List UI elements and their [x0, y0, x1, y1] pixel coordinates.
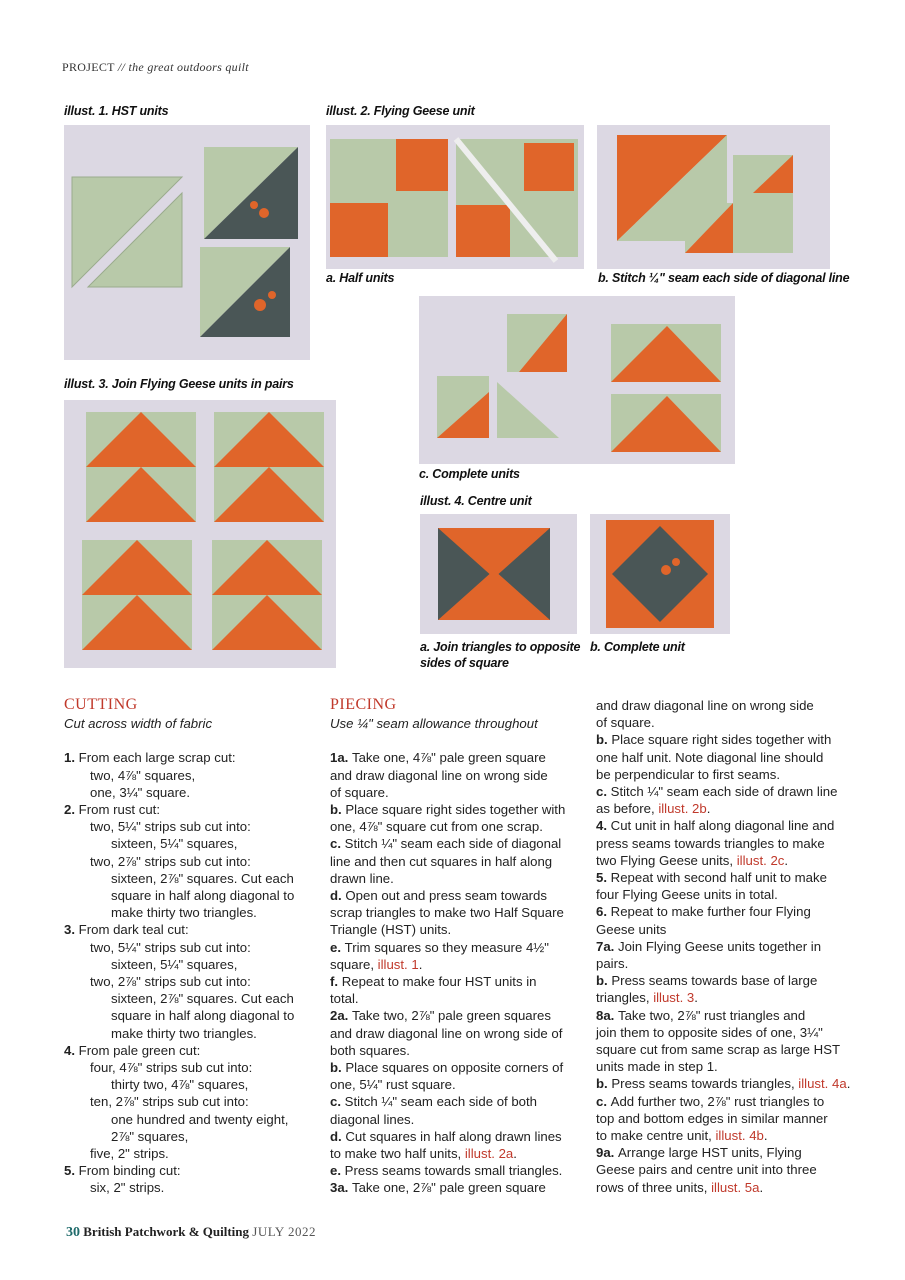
cutting-line: [64, 887, 319, 904]
step-number: 1.: [64, 750, 79, 766]
step-text: four, 4⅞" strips sub cut into:: [90, 1060, 253, 1076]
step-number: e.: [330, 939, 345, 955]
step-line: [330, 921, 585, 938]
step-line: [596, 955, 851, 972]
step-text: one hundred and twenty eight,: [111, 1111, 289, 1127]
step-number: c.: [596, 784, 611, 800]
illustration-reference: illust. 5a: [711, 1179, 760, 1195]
step-line: [330, 749, 585, 766]
step-number: 2.: [64, 802, 79, 818]
step-line: [596, 869, 851, 886]
step-number: 4.: [596, 818, 611, 834]
step-text: one, 5¼" rust square.: [330, 1077, 456, 1093]
step-text: thirty two, 4⅞" squares,: [111, 1077, 249, 1093]
step-text: square in half along diagonal to: [111, 888, 295, 904]
step-number: 3.: [64, 922, 79, 938]
step-line: [596, 731, 851, 748]
cutting-line: [64, 818, 319, 835]
step-text: Repeat to make further four Flying: [610, 904, 811, 920]
running-header: [62, 60, 249, 75]
cutting-line: [64, 1145, 319, 1162]
step-text: Press seams towards triangles,: [611, 1076, 799, 1092]
step-text: From pale green cut:: [78, 1042, 201, 1058]
caption-illus-4a-line2: sides of square: [420, 656, 509, 670]
step-line: square, illust. 1.: [330, 956, 423, 972]
step-line: [596, 903, 851, 920]
step-line: b. Press seams towards triangles, illust. 4a.: [596, 1076, 851, 1092]
illustration-reference: illust. 2c: [736, 852, 785, 868]
geese-pair-bottom-right: [212, 540, 322, 650]
step-text: Take one, 2⅞" pale green square: [352, 1180, 546, 1196]
step-number: d.: [330, 888, 346, 904]
cutting-line: [64, 990, 319, 1007]
step-text: of square.: [330, 784, 389, 800]
step-line: [596, 1024, 851, 1041]
geese-pair-bottom-left: [82, 540, 192, 650]
caption-illus-2c: c. Complete units: [419, 467, 520, 481]
step-text: of square.: [596, 715, 655, 731]
caption-illus-2b: b. Stitch ¼" seam each side of diagonal line: [598, 271, 850, 285]
cutting-section: [64, 696, 319, 1197]
step-text: Triangle (HST) units.: [330, 922, 452, 938]
step-text: triangles,: [596, 990, 654, 1006]
step-text: sixteen, 5¼" squares,: [111, 836, 238, 852]
step-text: two, 4⅞" squares,: [90, 767, 196, 783]
step-line: [596, 714, 851, 731]
step-number: 5.: [596, 870, 611, 886]
step-text: Press seams towards small triangles.: [344, 1163, 563, 1179]
step-text: two, 2⅞" strips sub cut into:: [90, 974, 251, 990]
step-number: 3a.: [330, 1180, 352, 1196]
step-text: sixteen, 2⅞" squares. Cut each: [111, 991, 294, 1007]
step-line: [330, 904, 585, 921]
step-text: Geese pairs and centre unit into three: [596, 1162, 817, 1178]
step-line: [330, 801, 585, 818]
caption-illus-1: illust. 1. HST units: [64, 104, 169, 118]
step-text: two, 5¼" strips sub cut into:: [90, 939, 251, 955]
step-text: drawn line.: [330, 870, 394, 886]
step-text: Press seams towards base of large: [611, 973, 818, 989]
cutting-line: [64, 870, 319, 887]
step-text: two, 2⅞" strips sub cut into:: [90, 853, 251, 869]
step-text: Open out and press seam towards: [345, 888, 547, 904]
step-number: b.: [596, 973, 612, 989]
step-line: [330, 1025, 585, 1042]
step-text: Cut squares in half along drawn lines: [345, 1128, 562, 1144]
step-number: 8a.: [596, 1007, 618, 1023]
step-line: [596, 749, 851, 766]
cutting-line: [64, 784, 319, 801]
cutting-list: [64, 749, 319, 1196]
step-text: Place square right sides together with: [345, 802, 566, 818]
step-text: Geese units: [596, 921, 667, 937]
step-line: [596, 783, 851, 800]
step-number: c.: [330, 1094, 345, 1110]
step-number: 1a.: [330, 750, 352, 766]
step-text: From rust cut:: [78, 802, 161, 818]
step-text: two Flying Geese units,: [596, 852, 737, 868]
step-line: [596, 972, 851, 989]
step-line: [330, 784, 585, 801]
step-text: six, 2" strips.: [90, 1180, 165, 1196]
caption-illus-3: illust. 3. Join Flying Geese units in pairs: [64, 377, 294, 391]
step-line: [596, 921, 851, 938]
step-text: From each large scrap cut:: [78, 750, 236, 766]
cutting-line: [64, 1007, 319, 1024]
caption-illus-2: illust. 2. Flying Geese unit: [326, 104, 475, 118]
step-line: [330, 835, 585, 852]
cutting-line: [64, 939, 319, 956]
photo-centre-unit-triangles: [420, 514, 577, 634]
piecing-continued-section: [596, 697, 851, 1196]
step-line: [330, 1179, 585, 1196]
step-line: [330, 1128, 585, 1145]
step-text: Repeat with second half unit to make: [610, 870, 827, 886]
step-number: b.: [596, 732, 612, 748]
piecing-subtitle: Use ¼" seam allowance throughout: [330, 716, 538, 732]
cutting-heading: CUTTING: [64, 696, 138, 713]
issue-date: JULY 2022: [252, 1224, 317, 1239]
step-text: From binding cut:: [78, 1163, 181, 1179]
cutting-line: [64, 1111, 319, 1128]
caption-illus-4b: b. Complete unit: [590, 640, 685, 654]
step-line: [330, 973, 585, 990]
step-text: five, 2" strips.: [90, 1146, 169, 1162]
step-text: to make centre unit,: [596, 1128, 716, 1144]
cutting-line: [64, 1179, 319, 1196]
step-text: Add further two, 2⅞" rust triangles to: [610, 1093, 825, 1109]
step-text: both squares.: [330, 1042, 410, 1058]
step-text: sixteen, 5¼" squares,: [111, 956, 238, 972]
step-text: two, 5¼" strips sub cut into:: [90, 819, 251, 835]
step-line: [330, 1042, 585, 1059]
cutting-line: [64, 921, 319, 938]
step-number: f.: [330, 974, 342, 990]
project-title: the great outdoors quilt: [128, 60, 249, 74]
step-text: square,: [330, 956, 378, 972]
step-text: Take one, 4⅞" pale green square: [352, 750, 546, 766]
step-text: as before,: [596, 801, 659, 817]
cutting-line: [64, 956, 319, 973]
cutting-line: [64, 853, 319, 870]
step-text: square in half along diagonal to: [111, 1008, 295, 1024]
illustration-reference: illust. 3: [653, 990, 695, 1006]
step-text: and draw diagonal line on wrong side: [330, 767, 548, 783]
step-text: join them to opposite sides of one, 3¼": [596, 1024, 823, 1040]
step-text: Stitch ¼" seam each side of both: [344, 1094, 538, 1110]
step-line: [330, 767, 585, 784]
step-text: and draw diagonal line on wrong side: [596, 698, 814, 713]
step-line: as before, illust. 2b.: [596, 801, 711, 817]
step-text: Place square right sides together with: [611, 732, 832, 748]
step-text: total.: [330, 991, 359, 1007]
step-line: [330, 1162, 585, 1179]
step-text: sixteen, 2⅞" squares. Cut each: [111, 870, 294, 886]
cutting-line: [64, 835, 319, 852]
step-text: From dark teal cut:: [78, 922, 189, 938]
step-line: rows of three units, illust. 5a.: [596, 1179, 764, 1195]
magazine-name: British Patchwork & Quilting: [83, 1224, 250, 1239]
step-text: ten, 2⅞" strips sub cut into:: [90, 1094, 249, 1110]
step-line: [330, 990, 585, 1007]
cutting-line: [64, 1076, 319, 1093]
step-line: [596, 1058, 851, 1075]
step-number: b.: [330, 1060, 346, 1076]
step-line: [330, 870, 585, 887]
step-text: one, 4⅞" square cut from one scrap.: [330, 819, 543, 835]
step-text: one, 3¼" square.: [90, 784, 190, 800]
step-line: [596, 1161, 851, 1178]
step-line: [596, 1093, 851, 1110]
step-line: triangles, illust. 3.: [596, 990, 698, 1006]
step-text: scrap triangles to make two Half Square: [330, 905, 564, 921]
step-number: c.: [596, 1093, 611, 1109]
caption-illus-2a: a. Half units: [326, 271, 395, 285]
cutting-line: [64, 749, 319, 766]
step-text: Arrange large HST units, Flying: [618, 1145, 802, 1161]
photo-half-units: [326, 125, 584, 269]
step-line: [596, 938, 851, 955]
step-line: [596, 1041, 851, 1058]
photo-stitch-seam: [597, 125, 830, 269]
step-line: [330, 818, 585, 835]
illustration-reference: illust. 4b: [715, 1128, 764, 1144]
step-line: [330, 1093, 585, 1110]
step-text: square cut from same scrap as large HST: [596, 1042, 841, 1058]
step-text: press seams towards triangles to make: [596, 835, 825, 851]
step-number: 2a.: [330, 1008, 352, 1024]
cutting-line: [64, 767, 319, 784]
step-line: [330, 1007, 585, 1024]
step-line: [596, 835, 851, 852]
step-text: and draw diagonal line on wrong side of: [330, 1025, 563, 1041]
step-line: [596, 817, 851, 834]
page-number: 30: [66, 1225, 80, 1240]
step-text: make thirty two triangles.: [111, 1025, 257, 1041]
photo-hst-units: [64, 125, 310, 360]
step-line: [596, 886, 851, 903]
step-text: to make two half units,: [330, 1146, 465, 1162]
geese-pair-top-left: [86, 412, 196, 522]
piecing-list: [330, 749, 585, 1196]
piecing-heading: PIECING: [330, 696, 397, 713]
step-text: 2⅞" squares,: [111, 1128, 189, 1144]
illustration-reference: illust. 2a: [464, 1146, 514, 1162]
cutting-line: [64, 1042, 319, 1059]
step-line: [596, 1007, 851, 1024]
step-text: Cut unit in half along diagonal line and: [610, 818, 835, 834]
illustration-reference: illust. 1: [377, 956, 419, 972]
caption-illus-4: illust. 4. Centre unit: [420, 494, 532, 508]
geese-pair-top-right: [214, 412, 324, 522]
step-number: 5.: [64, 1163, 79, 1179]
cutting-line: [64, 1093, 319, 1110]
step-text: Take two, 2⅞" rust triangles and: [618, 1007, 806, 1023]
section-label: PROJECT: [62, 60, 115, 74]
cutting-line: [64, 973, 319, 990]
step-text: Take two, 2⅞" pale green squares: [352, 1008, 551, 1024]
step-text: diagonal lines.: [330, 1111, 415, 1127]
step-line: [596, 766, 851, 783]
step-line: [596, 1144, 851, 1161]
cutting-line: [64, 1162, 319, 1179]
step-text: be perpendicular to first seams.: [596, 766, 780, 782]
cutting-line: [64, 1128, 319, 1145]
step-line: to make centre unit, illust. 4b.: [596, 1128, 768, 1144]
step-text: line and then cut squares in half along: [330, 853, 553, 869]
step-number: c.: [330, 836, 345, 852]
step-text: units made in step 1.: [596, 1059, 718, 1075]
step-text: Trim squares so they measure 4½": [344, 939, 549, 955]
cutting-line: [64, 1059, 319, 1076]
step-text: rows of three units,: [596, 1179, 712, 1195]
illustration-reference: illust. 2b: [658, 801, 707, 817]
step-number: 7a.: [596, 938, 618, 954]
step-line: [596, 697, 851, 714]
step-number: b.: [330, 802, 346, 818]
step-line: [330, 939, 585, 956]
step-number: b.: [596, 1076, 612, 1092]
piecing-continued-list: [596, 697, 851, 1196]
step-text: top and bottom edges in similar manner: [596, 1110, 828, 1126]
cutting-line: [64, 1025, 319, 1042]
step-line: to make two half units, illust. 2a.: [330, 1146, 517, 1162]
cutting-subtitle: Cut across width of fabric: [64, 716, 213, 732]
step-line: two Flying Geese units, illust. 2c.: [596, 852, 789, 868]
cutting-line: [64, 904, 319, 921]
step-number: d.: [330, 1128, 346, 1144]
page-footer: [66, 1224, 316, 1241]
step-line: [596, 1110, 851, 1127]
photo-centre-unit-complete: [590, 514, 730, 634]
step-number: 4.: [64, 1042, 79, 1058]
step-number: 6.: [596, 904, 611, 920]
step-text: Place squares on opposite corners of: [345, 1060, 564, 1076]
header-separator: //: [117, 60, 126, 74]
step-line: [330, 1111, 585, 1128]
step-line: [330, 1076, 585, 1093]
piecing-section: [330, 696, 585, 1197]
illustration-reference: illust. 4a: [798, 1076, 847, 1092]
step-number: 9a.: [596, 1145, 618, 1161]
step-line: [330, 1059, 585, 1076]
photo-complete-units: [419, 296, 735, 464]
step-text: four Flying Geese units in total.: [596, 887, 778, 903]
step-text: Repeat to make four HST units in: [341, 974, 537, 990]
step-text: make thirty two triangles.: [111, 905, 257, 921]
step-number: e.: [330, 1163, 345, 1179]
caption-illus-4a-line1: a. Join triangles to opposite: [420, 640, 581, 654]
step-line: [330, 853, 585, 870]
photo-flying-geese-pairs: [64, 400, 336, 668]
step-text: pairs.: [596, 956, 629, 972]
step-text: one half unit. Note diagonal line should: [596, 749, 824, 765]
step-text: Join Flying Geese units together in: [618, 938, 822, 954]
step-text: Stitch ¼" seam each side of drawn line: [610, 784, 838, 800]
step-text: Stitch ¼" seam each side of diagonal: [344, 836, 562, 852]
step-line: [330, 887, 585, 904]
cutting-line: [64, 801, 319, 818]
